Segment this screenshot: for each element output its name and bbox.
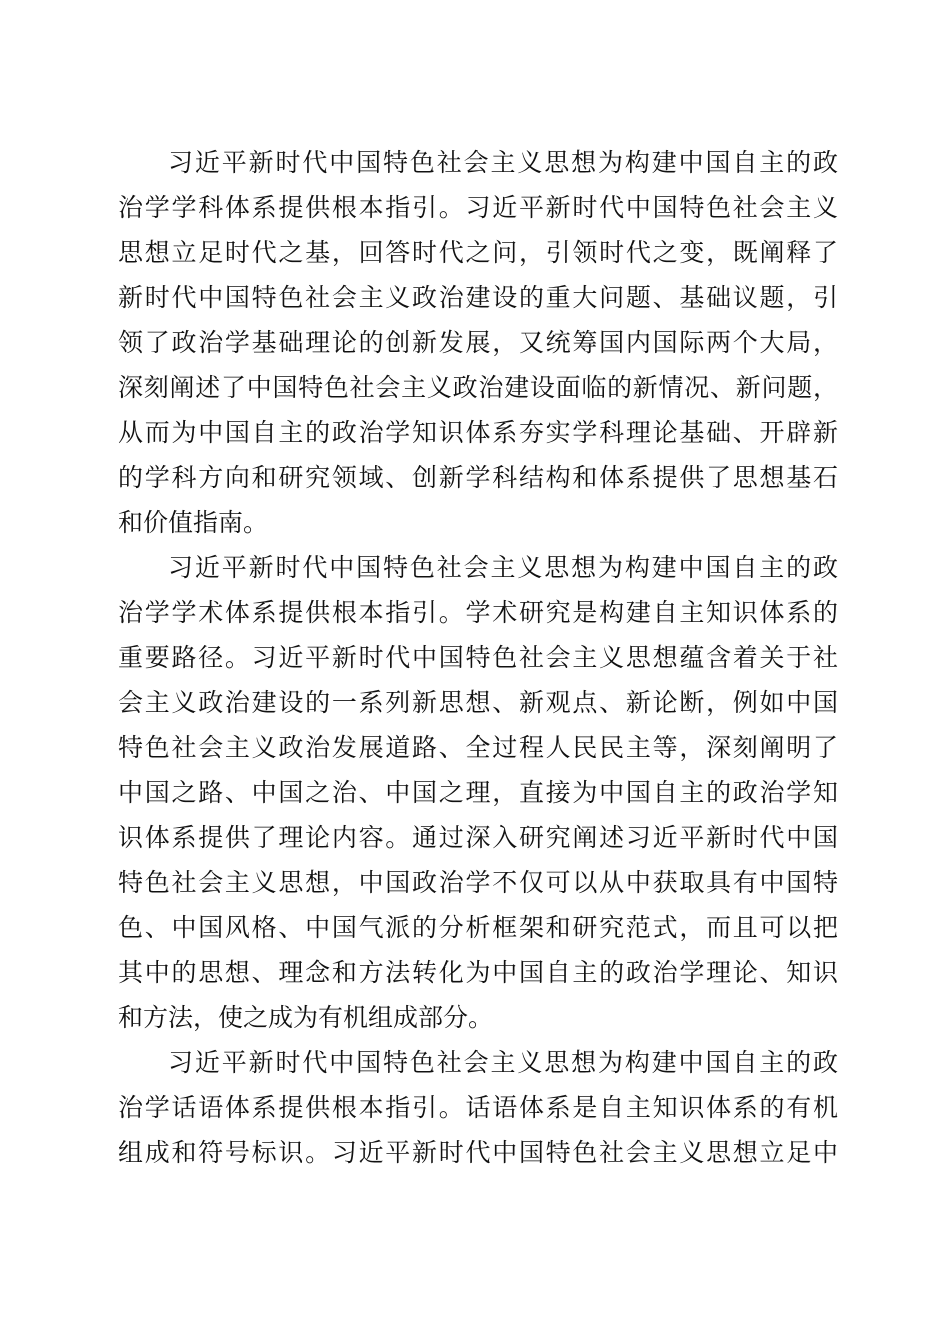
text-line: 从而为中国自主的政治学知识体系夯实学科理论基础、开辟新 xyxy=(118,418,838,447)
text-line: 重要路径。习近平新时代中国特色社会主义思想蕴含着关于社 xyxy=(118,643,838,672)
text-line: 治学学术体系提供根本指引。学术研究是构建自主知识体系的 xyxy=(118,598,838,627)
text-line: 特色社会主义思想，中国政治学不仅可以从中获取具有中国特 xyxy=(118,868,838,897)
text-line: 其中的思想、理念和方法转化为中国自主的政治学理论、知识 xyxy=(118,958,838,987)
text-line: 思想立足时代之基，回答时代之问，引领时代之变，既阐释了 xyxy=(118,238,838,267)
text-line: 色、中国风格、中国气派的分析框架和研究范式，而且可以把 xyxy=(118,913,838,942)
paragraph xyxy=(118,545,838,1040)
text-line: 会主义政治建设的一系列新思想、新观点、新论断，例如中国 xyxy=(118,688,838,717)
text-line: 新时代中国特色社会主义政治建设的重大问题、基础议题，引 xyxy=(118,283,838,312)
text-line: 和方法，使之成为有机组成部分。 xyxy=(118,1003,494,1032)
paragraph xyxy=(118,1040,838,1175)
text-line: 治学学科体系提供根本指引。习近平新时代中国特色社会主义 xyxy=(118,193,838,222)
text-line: 深刻阐述了中国特色社会主义政治建设面临的新情况、新问题， xyxy=(118,373,838,402)
text-line: 中国之路、中国之治、中国之理，直接为中国自主的政治学知 xyxy=(118,778,838,807)
text-line: 组成和符号标识。习近平新时代中国特色社会主义思想立足中 xyxy=(118,1138,838,1167)
text-line: 和价值指南。 xyxy=(118,508,269,537)
text-line: 特色社会主义政治发展道路、全过程人民民主等，深刻阐明了 xyxy=(118,733,838,762)
text-line: 识体系提供了理论内容。通过深入研究阐述习近平新时代中国 xyxy=(118,823,838,852)
text-line: 治学话语体系提供根本指引。话语体系是自主知识体系的有机 xyxy=(118,1093,838,1122)
paragraph xyxy=(118,140,838,545)
text-line: 习近平新时代中国特色社会主义思想为构建中国自主的政 xyxy=(168,553,838,582)
text-line: 领了政治学基础理论的创新发展，又统筹国内国际两个大局， xyxy=(118,328,838,357)
text-line: 的学科方向和研究领域、创新学科结构和体系提供了思想基石 xyxy=(118,463,838,492)
body-text xyxy=(118,140,838,1175)
text-line: 习近平新时代中国特色社会主义思想为构建中国自主的政 xyxy=(168,148,838,177)
text-line: 习近平新时代中国特色社会主义思想为构建中国自主的政 xyxy=(168,1048,838,1077)
